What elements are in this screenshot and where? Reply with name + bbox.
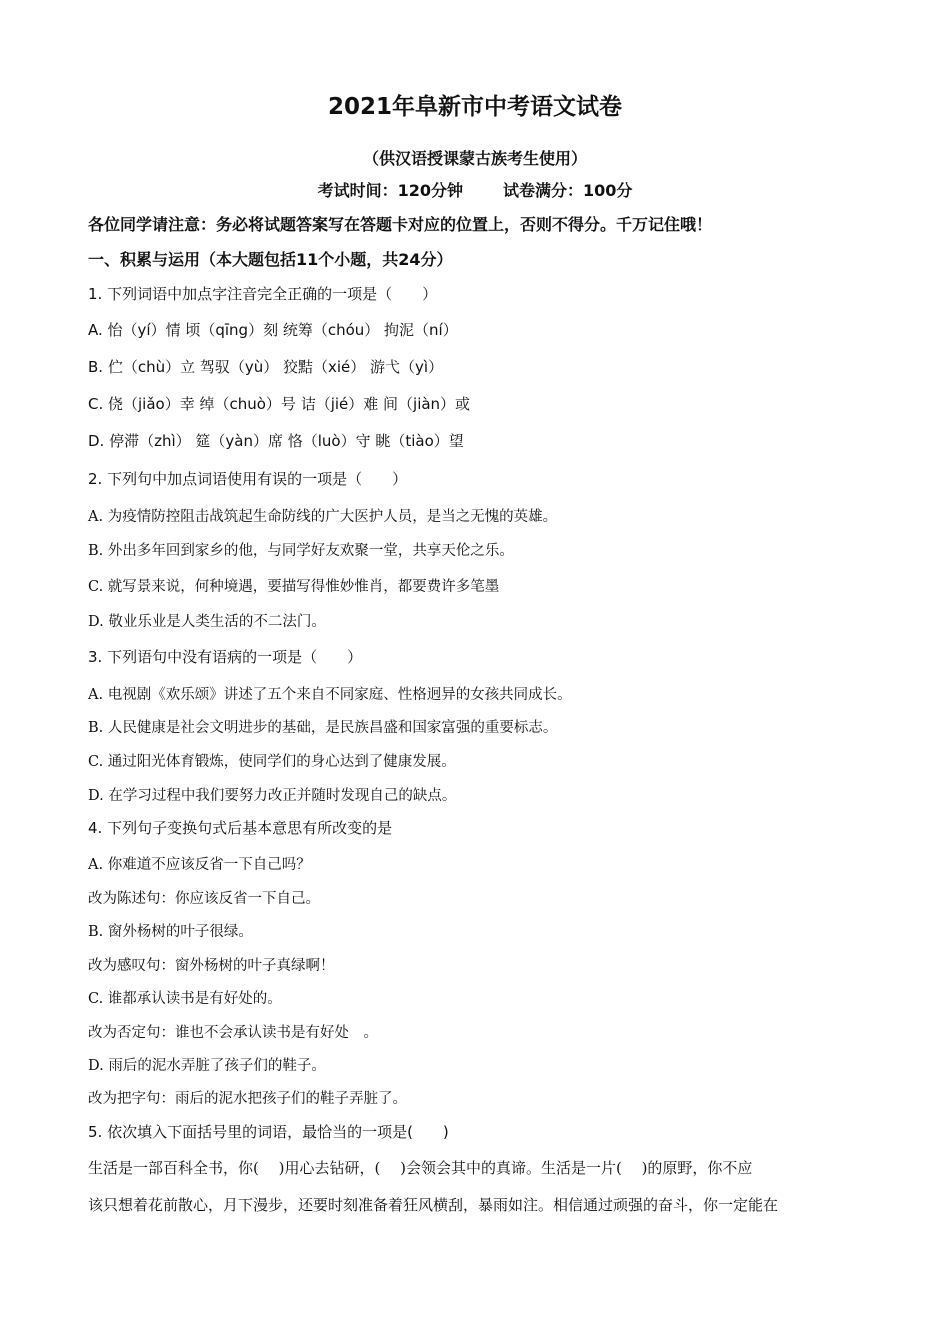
option-b: B. 人民健康是社会文明进步的基础，是民族昌盛和国家富强的重要标志。 — [88, 720, 558, 736]
option-a: A. 为疫情防控阻击战筑起生命防线的广大医护人员，是当之无愧的英雄。 — [88, 509, 558, 525]
option-d: D. 在学习过程中我们要努力改正并随时发现自己的缺点。 — [88, 788, 457, 804]
exam-subtitle: （供汉语授课蒙古族考生使用） — [362, 149, 587, 168]
option-a: A. 电视剧《欢乐颂》讲述了五个来自不同家庭、性格迥异的女孩共同成长。 — [88, 687, 572, 703]
option-d: D. 雨后的泥水弄脏了孩子们的鞋子。 — [88, 1058, 326, 1074]
rewrite-line: 改为否定句：谁也不会承认读书是有好处 。 — [88, 1025, 378, 1041]
option-c: C. 侥（jiǎo）幸 绰（chuò）号 诘（jié）难 间（jiàn）或 — [88, 395, 471, 413]
passage-line: 生活是一部百科全书，你( )用心去钻研，( )会领会其中的真谛。生活是一片( )的原野，你不应 — [88, 1159, 753, 1177]
exam-info — [0, 178, 950, 201]
option-b: B. 伫（chù）立 驾驭（yù） 狡黠（xié） 游弋（yì） — [88, 358, 444, 376]
notice: 各位同学请注意：务必将试题答案写在答题卡对应的位置上，否则不得分。千万记住哦！ — [88, 215, 713, 234]
option-d: D. 停滞（zhì） 筵（yàn）席 恪（luò）守 眺（tiào）望 — [88, 432, 464, 450]
rewrite-line: 改为陈述句：你应该反省一下自己。 — [88, 891, 320, 907]
option-c: C. 就写景来说，何种境遇，要描写得惟妙惟肖，都要费许多笔墨 — [88, 579, 500, 595]
rewrite-line: 改为把字句：雨后的泥水把孩子们的鞋子弄脏了。 — [88, 1091, 407, 1107]
question-stem: 2. 下列句中加点词语使用有误的一项是（ ） — [88, 470, 408, 488]
option-a: A. 你难道不应该反省一下自己吗？ — [88, 857, 311, 873]
option-a: A. 怡（yí）情 顷（qīng）刻 统筹（chóu） 拘泥（ní） — [88, 321, 458, 339]
rewrite-line: 改为感叹句：窗外杨树的叶子真绿啊！ — [88, 958, 335, 974]
option-d: D. 敬业乐业是人类生活的不二法门。 — [88, 614, 326, 630]
passage-line: 该只想着花前散心，月下漫步，还要时刻准备着狂风横刮，暴雨如注。相信通过顽强的奋斗，你一定能在 — [88, 1196, 779, 1214]
question-stem: 3. 下列语句中没有语病的一项是（ ） — [88, 648, 363, 666]
question-stem: 1. 下列词语中加点字注音完全正确的一项是（ ） — [88, 285, 438, 303]
option-b: B. 窗外杨树的叶子很绿。 — [88, 924, 253, 940]
option-c: C. 通过阳光体育锻炼，使同学们的身心达到了健康发展。 — [88, 754, 456, 770]
full-score: 试卷满分：100分 — [503, 181, 633, 200]
exam-time: 考试时间：120分钟 — [317, 181, 463, 200]
option-c: C. 谁都承认读书是有好处的。 — [88, 991, 282, 1007]
option-b: B. 外出多年回到家乡的他，与同学好友欢聚一堂，共享天伦之乐。 — [88, 543, 514, 559]
question-stem: 5. 依次填入下面括号里的词语，最恰当的一项是( ) — [88, 1123, 449, 1141]
question-stem: 4. 下列句子变换句式后基本意思有所改变的是 — [88, 819, 393, 837]
section-heading: 一、积累与运用（本大题包括11个小题，共24分） — [88, 250, 453, 269]
exam-title: 2021年阜新市中考语文试卷 — [327, 94, 622, 120]
